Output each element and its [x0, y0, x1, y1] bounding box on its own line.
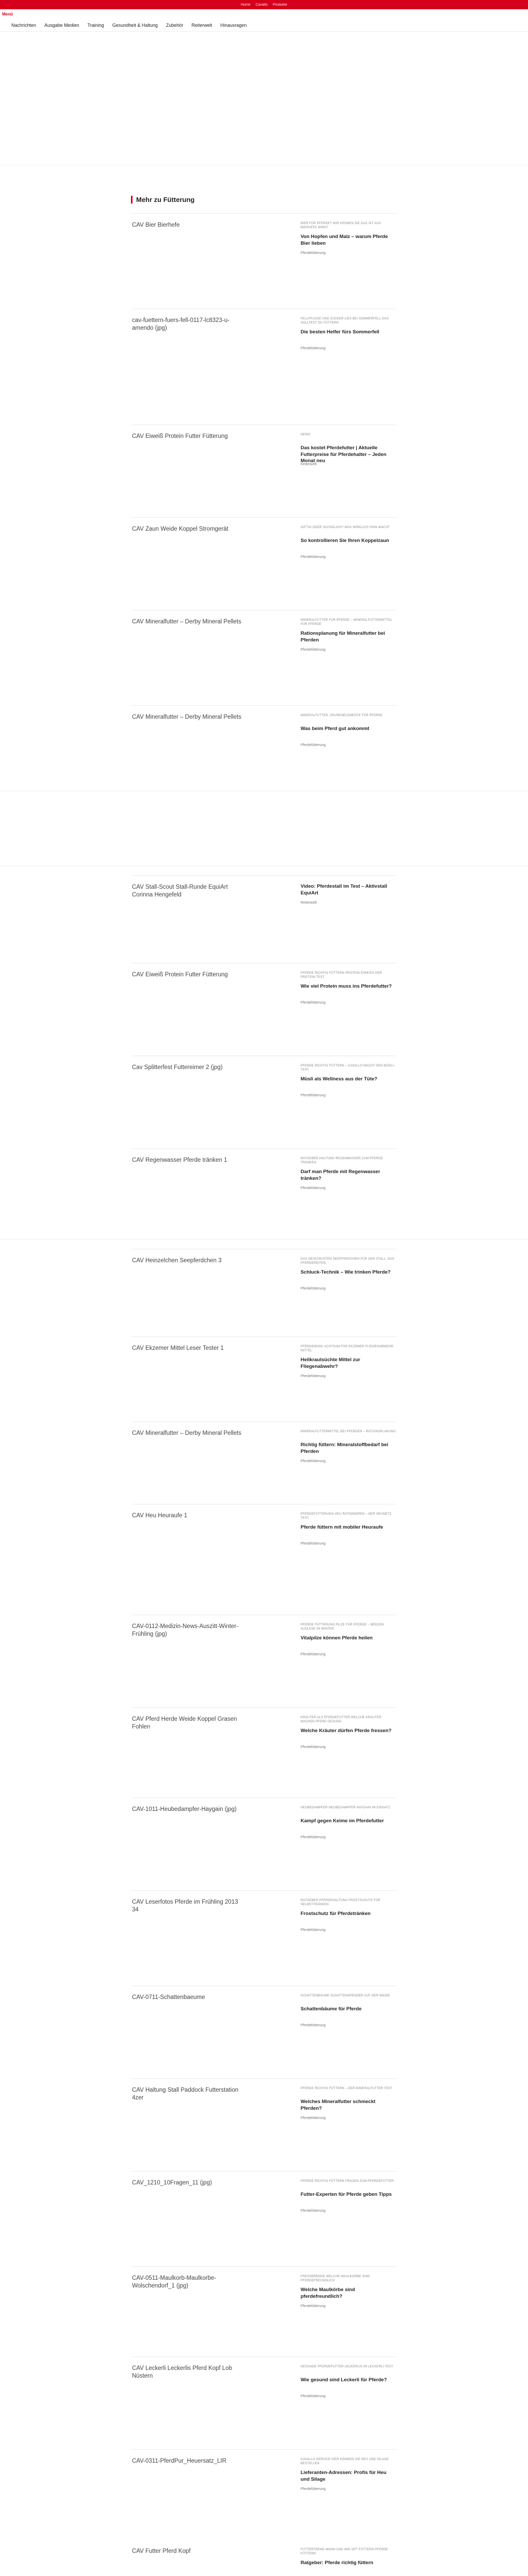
- article-meta: DAS GESCHICHTEN SEEPFERDCHEN FÜR DEN STALL, DAS PFERDEREITEN: [301, 1258, 394, 1265]
- article-image[interactable]: CAV-0112-Medizin-News-Auszitt-Winter-Frühling (jpg): [132, 1623, 238, 1637]
- nav-item[interactable]: Ausgabe Medien: [44, 22, 79, 28]
- article-meta: GIFTIG ODER SCHÄDLICH? WAS WIRKLICH SINN MACHT: [301, 526, 390, 529]
- article-headline[interactable]: Was beim Pferd gut ankommt: [301, 726, 370, 732]
- article-image[interactable]: CAV-0511-Maulkorb-Maulkorbe-Wolschendorf_1 (jpg): [132, 2275, 217, 2289]
- article-image[interactable]: CAV Leserfotos Pferde im Frühling 2013 34: [132, 1899, 238, 1913]
- article-meta: SCHATTENBÄUME SCHATTENSPENDER AUF DER WEIDE: [301, 1994, 390, 1997]
- article-meta: RATGEBER PFERDEHALTUNG FROSTSCHUTZ FÜR SELBSTTRÄNKEN: [301, 1899, 381, 1906]
- article-author: Pferdefütterung: [301, 743, 326, 747]
- separator: [132, 1890, 396, 1891]
- article-meta: PFERDE FÜTTERUNG PILZE FÜR PFERDE – MEDIZIN AUSLESE IM WINTER: [301, 1623, 384, 1631]
- article-meta: NEWS: [301, 433, 310, 436]
- article-author: Pferdefütterung: [301, 347, 326, 350]
- article-image[interactable]: CAV-0311-PferdPur_Heuersatz_LIR: [132, 2458, 227, 2464]
- article-meta: HEUBEDAMPFER HEUBEDAMPFER HAYGAIN IM EINSATZ: [301, 1806, 390, 1809]
- ad-divider: [0, 1239, 528, 1240]
- nav-item[interactable]: Reiterwelt: [191, 22, 212, 28]
- separator: [132, 705, 396, 706]
- article-author: Pferdefütterung: [301, 1001, 326, 1005]
- article-headline[interactable]: Schluck-Technik – Wie trinken Pferde?: [301, 1269, 391, 1275]
- article-meta: BIER FÜR PFERDE? WIR KENNEN SIE DAS IST AUS BIERHEFE WIRKT: [301, 222, 381, 229]
- article-image[interactable]: CAV-0711-Schattenbaeume: [132, 1994, 205, 2001]
- article-headline[interactable]: Heilkrautsüchte Mittel zur Fliegenabwehr?: [301, 1357, 360, 1369]
- article-meta: PFERDEFÜTTERUNG HEU RATIONIEREN – DER HEUNETZ TEST: [301, 1513, 392, 1520]
- site-header: [0, 9, 528, 32]
- article-author: Pferdefütterung: [301, 1187, 326, 1190]
- article-headline[interactable]: Darf man Pferde mit Regenwasser tränken?: [301, 1169, 381, 1181]
- article-author: Reiterwelt: [301, 463, 317, 466]
- article-author: Pferdefütterung: [301, 1745, 326, 1749]
- article-meta: PFERDEWOHL ACHTSAM FÜR EKZEMER FLIEGENABWEHR MITTEL: [301, 1345, 393, 1352]
- article-author: Pferdefütterung: [301, 1836, 326, 1839]
- article-meta: FRESSBREMSE WELCHE MAULKORBE SIND PFERDEFREUNDLICH: [301, 2275, 370, 2282]
- article-author: Pferdefütterung: [301, 1460, 326, 1463]
- article-author: Pferdefütterung: [301, 648, 326, 652]
- nav-item[interactable]: Nachrichten: [11, 22, 37, 28]
- article-headline[interactable]: Lieferanten-Adressen: Profis für Heu und Silage: [301, 2470, 387, 2482]
- article-headline[interactable]: Richtig füttern: Mineralstoffbedarf bei Pferden: [301, 1442, 388, 1454]
- article-image[interactable]: CAV Ekzemer Mittel Leser Tester 1: [132, 1345, 224, 1351]
- article-image[interactable]: CAV Heu Heuraufe 1: [132, 1513, 188, 1519]
- separator: [132, 213, 396, 214]
- separator: [132, 875, 396, 876]
- nav-item[interactable]: Zubehör: [166, 22, 184, 28]
- article-image[interactable]: CAV Mineralfutter – Derby Mineral Pellets: [132, 619, 241, 625]
- article-author: Pferdefütterung: [301, 2116, 326, 2120]
- article-author: Reiterwelt: [301, 901, 317, 905]
- article-headline[interactable]: Kampf gegen Keime im Pferdefutter: [301, 1818, 384, 1824]
- article-image[interactable]: CAV Leckerli Leckerlis Pferd Kopf Lob Nüstern: [132, 2365, 233, 2379]
- nav-item[interactable]: Hinausragen: [220, 22, 247, 28]
- separator: [132, 2266, 396, 2267]
- article-headline[interactable]: Pferde füttern mit mobiler Heuraufe: [301, 1524, 383, 1530]
- article-image[interactable]: CAV Eiweiß Protein Futter Fütterung: [132, 433, 228, 439]
- article-author: Pferdefütterung: [301, 2395, 326, 2398]
- article-headline[interactable]: Die besten Helfer fürs Sommerfell: [301, 329, 380, 335]
- article-author: Pferdefütterung: [301, 1287, 326, 1291]
- article-meta: PFERDE RICHTIG FÜTTERN PROTEIN EIWEISS DER PROTEIN-TEST: [301, 972, 383, 979]
- nav-item[interactable]: Gesundheit & Haltung: [112, 22, 158, 28]
- article-headline[interactable]: Welche Kräuter dürfen Pferde fressen?: [301, 1728, 392, 1734]
- section-title: Mehr zu Fütterung: [131, 196, 194, 204]
- article-image[interactable]: CAV Mineralfutter – Derby Mineral Pellets: [132, 714, 241, 720]
- top-strip: [0, 0, 528, 9]
- article-author: Pferdefütterung: [301, 1375, 326, 1378]
- article-headline[interactable]: So kontrollieren Sie Ihren Koppelzaun: [301, 538, 389, 544]
- article-author: Pferdefütterung: [301, 2209, 326, 2213]
- article-author: Pferdefütterung: [301, 2487, 326, 2491]
- article-meta: MINERALFUTTERMITTEL BEI PFERDEN – RATIONSPLANUNG: [301, 1430, 396, 1433]
- article-meta: PFERDE RICHTIG FÜTTERN – DER MINERALFUTTER TEST: [301, 2087, 392, 2090]
- article-image[interactable]: CAV-1011-Heubedampfer-Haygain (jpg): [132, 1806, 237, 1812]
- article-author: Pferdefütterung: [301, 1542, 326, 1546]
- separator: [132, 2449, 396, 2450]
- article-headline[interactable]: Von Hopfen und Malz – warum Pferde Bier lieben: [301, 234, 388, 246]
- separator: [132, 2078, 396, 2079]
- article-image[interactable]: Cav Splitterfest Futtereimer 2 (jpg): [132, 1064, 223, 1071]
- article-headline[interactable]: Welche Maulkörbe sind pferdefreundlich?: [301, 2287, 355, 2299]
- article-headline[interactable]: Das kostet Pferdefutter | Aktuelle Futterpreise für Pferdehalter – Jeden Monat neu: [301, 445, 387, 464]
- separator: [132, 517, 396, 518]
- article-headline[interactable]: Ratgeber: Pferde richtig füttern: [301, 2560, 373, 2566]
- article-headline[interactable]: Welches Mineralfutter schmeckt Pferden?: [301, 2099, 376, 2111]
- separator: [132, 1421, 396, 1422]
- article-meta: PFERDE RICHTIG FÜTTERN FRAGEN ZUM PFERDEFUTTER: [301, 2180, 394, 2183]
- menu-button[interactable]: Menü: [2, 12, 13, 16]
- article-image[interactable]: CAV Stall-Scout Stall-Runde EquiArt Corinna Hengefeld: [132, 884, 228, 898]
- top-link-cavallo[interactable]: Cavallo: [255, 3, 268, 7]
- article-image[interactable]: CAV Regenwasser Pferde tränken 1: [132, 1157, 227, 1163]
- article-headline[interactable]: Wie gesund sind Leckerli für Pferde?: [301, 2377, 387, 2383]
- article-image[interactable]: CAV Mineralfutter – Derby Mineral Pellets: [132, 1430, 241, 1436]
- article-headline[interactable]: Vitalpilze können Pferde heilen: [301, 1635, 373, 1641]
- article-image[interactable]: cav-fuettern-fuers-fell-0117-lc8323-u-amendo (jpg): [132, 317, 229, 331]
- article-meta: MINERALFUTTER, SPURENELEMENTE FÜR PFERDE: [301, 714, 383, 717]
- article-meta: RATGEBER HALTUNG REGENWASSER ZUM PFERDE TRÄNKEN: [301, 1157, 383, 1164]
- nav-item[interactable]: Training: [87, 22, 104, 28]
- article-meta: KRÄUTER ALS PFERDEFUTTER WELCHE KRÄUTER MACHEN PFERD GESUND: [301, 1716, 382, 1723]
- article-headline[interactable]: Frostschutz für Pferdetränken: [301, 1911, 371, 1917]
- article-image[interactable]: CAV Haltung Stall Paddock Futterstation 4zer: [132, 2087, 239, 2101]
- article-meta: FUTTERTREND WANN UND WIE OFT FÜTTERN PFERDE FÜTTERN: [301, 2548, 388, 2555]
- article-headline[interactable]: Schattenbäume für Pferde: [301, 2006, 362, 2012]
- article-meta: GESUNDE PFERDEFUTTER LECKERLIS IM LECKERLI TEST: [301, 2365, 393, 2368]
- article-meta: CAVALLO SERVICE HIER KÖNNEN SIE HEU UND SILAGE BESTELLEN: [301, 2458, 389, 2465]
- article-meta: MINERALFUTTER FÜR PFERDE – MINERALFUTTERMITTEL FÜR PFERDE: [301, 619, 392, 626]
- article-author: Pferdefütterung: [301, 1653, 326, 1656]
- separator: [132, 1707, 396, 1708]
- article-image[interactable]: CAV Futter Pferd Kopf: [132, 2548, 191, 2554]
- article-author: Pferdefütterung: [301, 1928, 326, 1932]
- separator: [132, 1148, 396, 1149]
- article-headline[interactable]: Rationsplanung für Mineralfutter bei Pferden: [301, 631, 385, 643]
- separator: [132, 610, 396, 611]
- article-image[interactable]: CAV Zaun Weide Koppel Stromgerät: [132, 526, 228, 532]
- separator: [132, 1336, 396, 1337]
- article-author: Pferdefütterung: [301, 2304, 326, 2308]
- article-author: Pferdefütterung: [301, 555, 326, 559]
- article-meta: PFERDE RICHTIG FÜTTERN – CAVALLO MACHT DEN MÜSLI-TEST: [301, 1064, 395, 1072]
- article-headline[interactable]: Müsli als Wellness aus der Tüte?: [301, 1076, 377, 1082]
- top-link-produkte[interactable]: Produkte: [273, 3, 288, 7]
- article-headline[interactable]: Wie viel Protein muss ins Pferdefutter?: [301, 984, 392, 989]
- article-image[interactable]: CAV Pferd Herde Weide Koppel Grasen Fohlen: [132, 1716, 237, 1730]
- separator: [132, 2171, 396, 2172]
- top-link-home[interactable]: Home: [240, 3, 251, 7]
- article-image[interactable]: CAV Eiweiß Protein Futter Fütterung: [132, 972, 228, 978]
- article-meta: FELLPFLEGE UND ZUCKER LIES BEI SOMMERFELL DAS SOLLTEST DU FÜTTERN: [301, 317, 389, 325]
- article-headline[interactable]: Video: Pferdestall im Test – Aktivstall EquiArt: [301, 884, 387, 896]
- main-nav: [0, 19, 528, 32]
- article-image[interactable]: CAV Bier Bierhefe: [132, 222, 180, 228]
- article-author: Pferdefütterung: [301, 1094, 326, 1097]
- article-headline[interactable]: Futter-Experten für Pferde geben Tipps: [301, 2192, 392, 2197]
- article-author: Pferdefütterung: [301, 2024, 326, 2027]
- article-author: Pferdefütterung: [301, 251, 326, 255]
- article-image[interactable]: CAV Heinzelchen Seepferdchen 3: [132, 1258, 222, 1264]
- article-image[interactable]: CAV_1210_10Fragen_11 (jpg): [132, 2180, 212, 2186]
